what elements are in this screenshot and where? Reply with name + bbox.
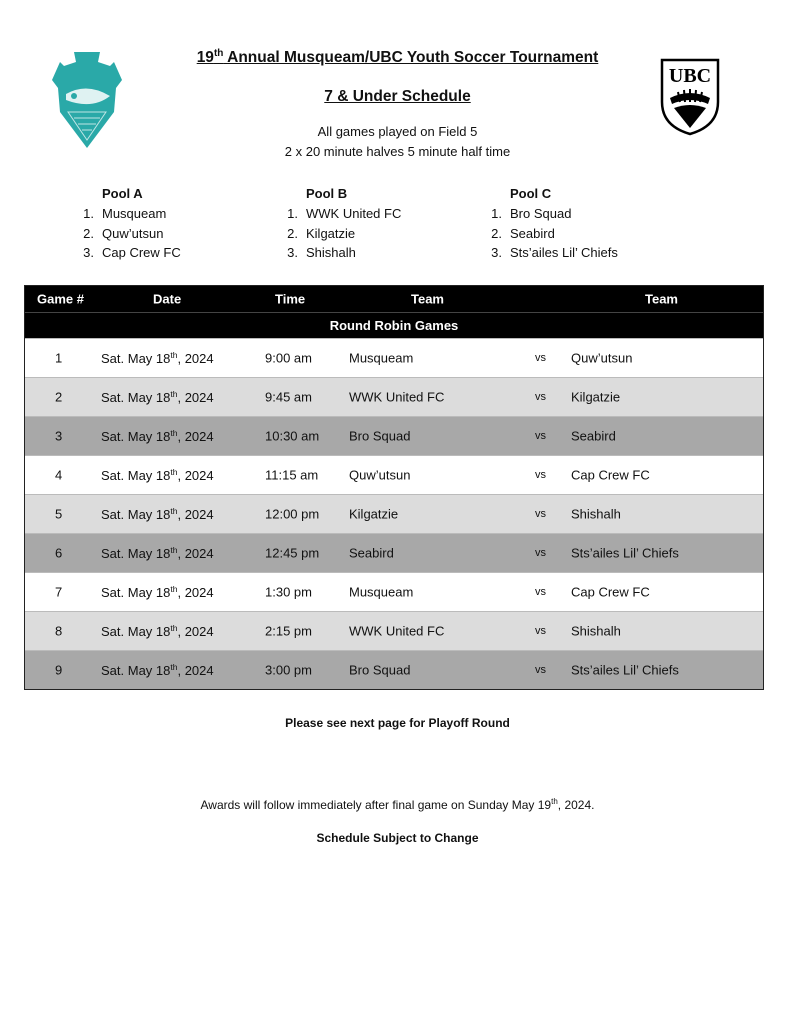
game-number: 4 xyxy=(55,467,63,483)
game-number: 9 xyxy=(55,662,63,678)
table-row xyxy=(25,611,763,650)
game-number: 1 xyxy=(55,350,63,366)
pool-a xyxy=(70,186,181,263)
home-team: WWK United FC xyxy=(349,623,445,639)
table-row xyxy=(25,650,763,689)
table-row xyxy=(25,338,763,377)
awards-note: Awards will follow immediately after final game on Sunday May 19th, 2024. xyxy=(200,797,595,812)
pool-team: 2. Quw’utsun xyxy=(83,225,164,241)
vs-label: vs xyxy=(535,469,546,481)
game-date: Sat. May 18th, 2024 xyxy=(101,427,214,445)
col-team-away: Team xyxy=(645,291,678,307)
col-date: Date xyxy=(153,291,182,307)
page-subtitle: 7 & Under Schedule xyxy=(324,88,471,105)
game-time: 9:00 am xyxy=(265,350,312,366)
home-team: Bro Squad xyxy=(349,428,411,444)
pool-team: 1. Bro Squad xyxy=(491,206,572,222)
home-team: Musqueam xyxy=(349,584,414,600)
game-time: 10:30 am xyxy=(265,428,320,444)
pool-team: 3. Sts’ailes Lil’ Chiefs xyxy=(491,245,618,261)
table-row xyxy=(25,494,763,533)
home-team: Kilgatzie xyxy=(349,506,399,522)
table-row xyxy=(25,377,763,416)
home-team: Quw’utsun xyxy=(349,467,411,483)
game-time: 3:00 pm xyxy=(265,662,312,678)
pool-heading: Pool C xyxy=(510,186,552,201)
vs-label: vs xyxy=(535,547,546,559)
pool-team: 1. WWK United FC xyxy=(287,206,402,222)
vs-label: vs xyxy=(535,430,546,442)
game-time: 1:30 pm xyxy=(265,584,312,600)
table-header xyxy=(25,286,763,312)
away-team: Sts’ailes Lil’ Chiefs xyxy=(571,545,679,561)
game-date: Sat. May 18th, 2024 xyxy=(101,349,214,367)
game-number: 7 xyxy=(55,584,63,600)
game-time: 12:45 pm xyxy=(265,545,320,561)
home-team: WWK United FC xyxy=(349,389,445,405)
game-number: 5 xyxy=(55,506,63,522)
table-row xyxy=(25,572,763,611)
page-title: 19th Annual Musqueam/UBC Youth Soccer Tournament xyxy=(196,48,599,67)
game-number: 8 xyxy=(55,623,63,639)
ubc-logo-text: UBC xyxy=(668,65,712,87)
col-team-home: Team xyxy=(411,291,444,307)
vs-label: vs xyxy=(535,391,546,403)
away-team: Kilgatzie xyxy=(571,389,621,405)
col-time: Time xyxy=(275,291,306,307)
table-row xyxy=(25,455,763,494)
playoff-note: Please see next page for Playoff Round xyxy=(285,716,510,730)
game-date: Sat. May 18th, 2024 xyxy=(101,661,214,679)
game-number: 6 xyxy=(55,545,63,561)
vs-label: vs xyxy=(535,625,546,637)
game-number: 3 xyxy=(55,428,63,444)
pool-b xyxy=(274,186,401,263)
away-team: Seabird xyxy=(571,428,616,444)
game-number: 2 xyxy=(55,389,63,405)
schedule-disclaimer: Schedule Subject to Change xyxy=(316,831,479,845)
game-date: Sat. May 18th, 2024 xyxy=(101,466,214,484)
game-time: 2:15 pm xyxy=(265,623,312,639)
section-label: Round Robin Games xyxy=(25,312,763,338)
away-team: Cap Crew FC xyxy=(571,467,650,483)
game-length-info: 2 x 20 minute halves 5 minute half time xyxy=(284,144,511,159)
pool-heading: Pool B xyxy=(306,186,348,201)
pool-team: 2. Kilgatzie xyxy=(287,225,356,241)
pool-team: 1. Musqueam xyxy=(83,206,167,222)
away-team: Cap Crew FC xyxy=(571,584,650,600)
pool-team: 2. Seabird xyxy=(491,225,555,241)
home-team: Bro Squad xyxy=(349,662,411,678)
table-row xyxy=(25,533,763,572)
vs-label: vs xyxy=(535,664,546,676)
away-team: Sts’ailes Lil’ Chiefs xyxy=(571,662,679,678)
away-team: Shishalh xyxy=(571,623,621,639)
game-date: Sat. May 18th, 2024 xyxy=(101,583,214,601)
vs-label: vs xyxy=(535,352,546,364)
pool-team: 3. Cap Crew FC xyxy=(83,245,181,261)
game-time: 9:45 am xyxy=(265,389,312,405)
home-team: Seabird xyxy=(349,545,394,561)
field-info: All games played on Field 5 xyxy=(317,124,478,139)
game-date: Sat. May 18th, 2024 xyxy=(101,544,214,562)
pool-c xyxy=(478,186,618,263)
game-date: Sat. May 18th, 2024 xyxy=(101,388,214,406)
pool-team: 3. Shishalh xyxy=(287,245,356,261)
pool-heading: Pool A xyxy=(102,186,143,201)
game-time: 12:00 pm xyxy=(265,506,320,522)
table-row xyxy=(25,416,763,455)
schedule-table xyxy=(24,285,764,690)
vs-label: vs xyxy=(535,586,546,598)
vs-label: vs xyxy=(535,508,546,520)
col-game-number: Game # xyxy=(37,291,84,307)
game-date: Sat. May 18th, 2024 xyxy=(101,622,214,640)
game-time: 11:15 am xyxy=(265,467,319,483)
away-team: Shishalh xyxy=(571,506,621,522)
game-date: Sat. May 18th, 2024 xyxy=(101,505,214,523)
away-team: Quw’utsun xyxy=(571,350,633,366)
home-team: Musqueam xyxy=(349,350,414,366)
